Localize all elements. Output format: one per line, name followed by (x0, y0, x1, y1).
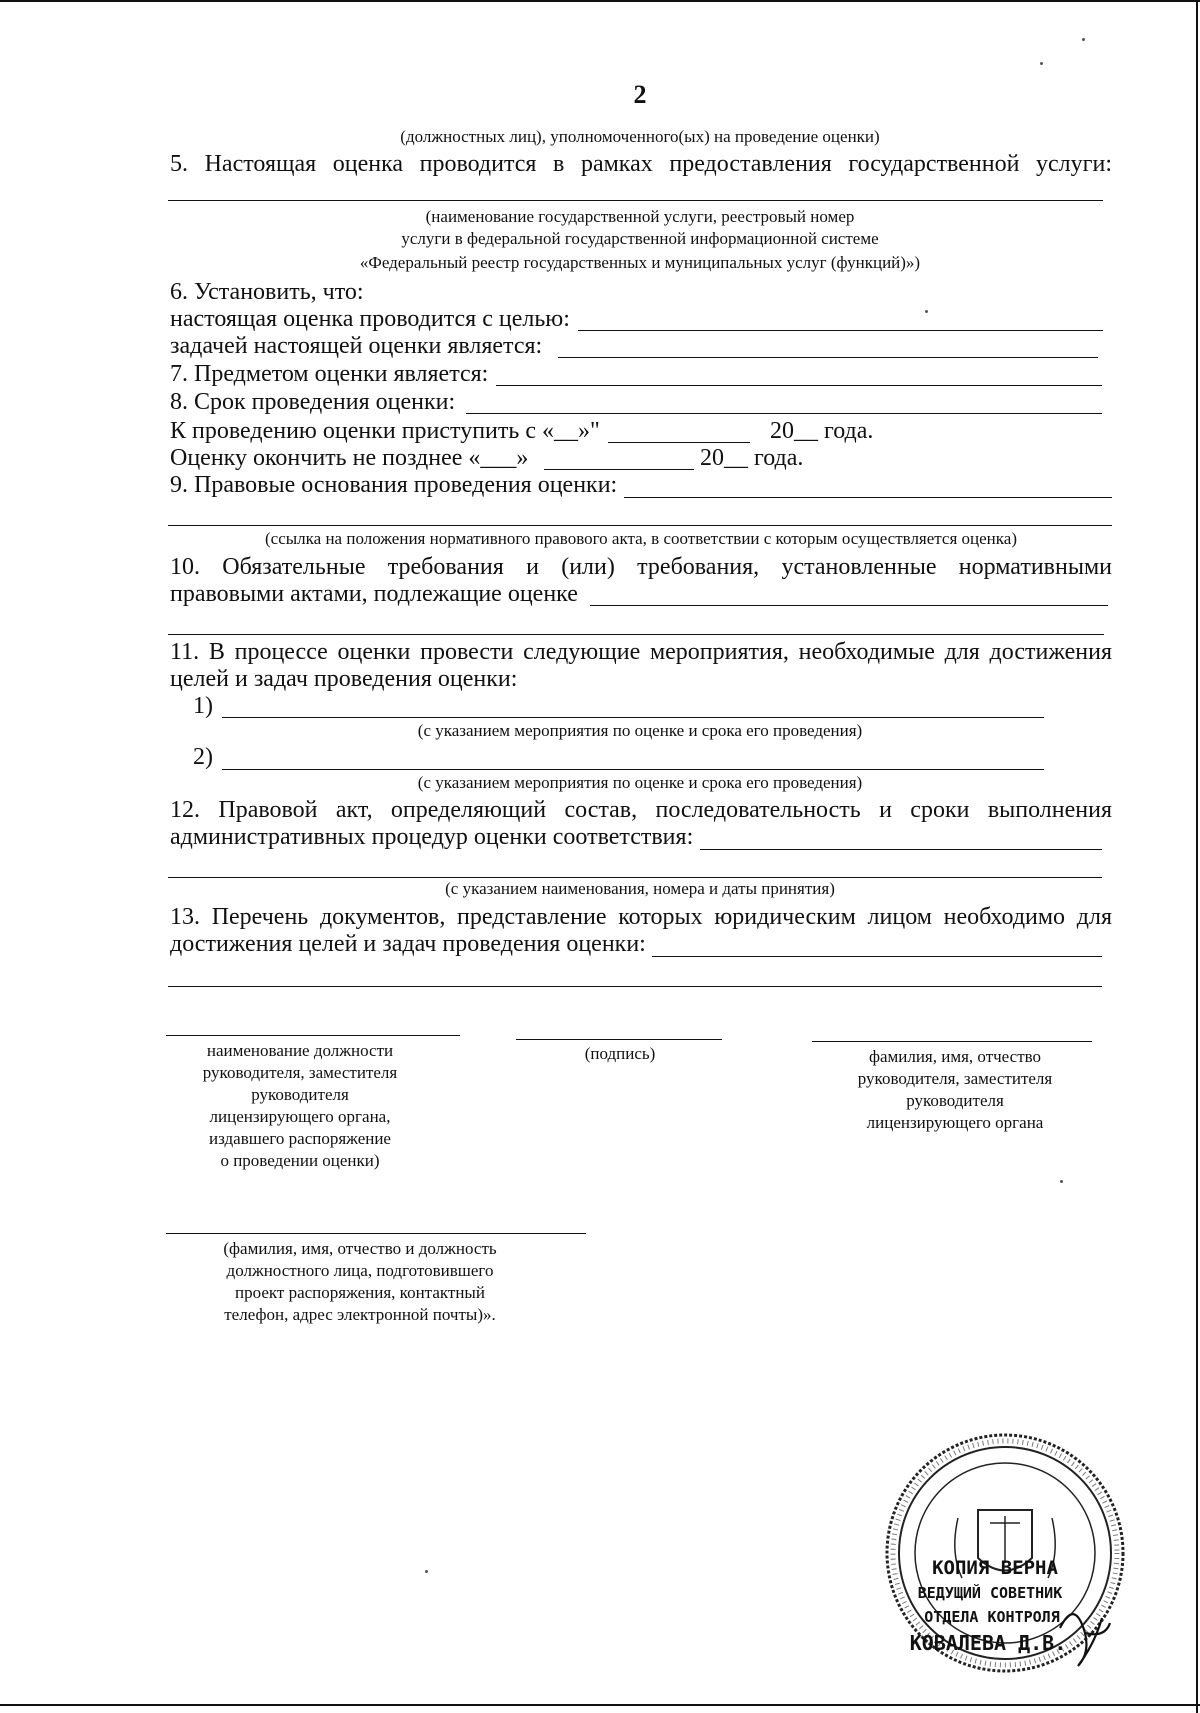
signature-position-line (166, 1035, 460, 1036)
stamp-text-1: КОПИЯ ВЕРНА (932, 1557, 1058, 1579)
official-stamp (880, 1428, 1130, 1678)
s11-item2-caption: (с указанием мероприятия по оценке и срока его проведения) (417, 773, 863, 792)
s10-underline-1 (590, 605, 1108, 606)
signature-sign-line (516, 1039, 722, 1040)
s9-caption: (ссылка на положения нормативного правового акта, в соответствии с которым осуществляется оценка) (265, 529, 1017, 548)
preparer-caption (190, 1238, 530, 1326)
s5-text: 5. Настоящая оценка проводится в рамках предоставления государственной услуги: (170, 151, 1112, 177)
signature-right-line-1: фамилия, имя, отчество (868, 1047, 1042, 1066)
s11-item1-underline (222, 717, 1044, 718)
scan-edge-top (0, 0, 1200, 2)
scan-speck (1060, 1180, 1063, 1183)
s4-caption: (должностных лиц), уполномоченного(ых) на проведение оценки) (400, 127, 880, 146)
scan-speck (925, 310, 928, 313)
s6-goal-underline (578, 330, 1103, 331)
signature-right-line-2: руководителя, заместителя (857, 1069, 1053, 1088)
s11-item2-underline (222, 769, 1044, 770)
s10-line1: 10. Обязательные требования и (или) требования, установленные нормативными (170, 554, 1112, 580)
s8-end-underline (544, 469, 694, 470)
s13-underline-2 (168, 986, 1102, 987)
stamp-text-4: КОВАЛЕВА Д.В. (909, 1631, 1067, 1655)
signature-left-line-6: о проведении оценки) (220, 1151, 380, 1170)
preparer-line-1: (фамилия, имя, отчество и должность (223, 1239, 497, 1258)
s5-caption-3: «Федеральный реестр государственных и муниципальных услуг (функций)») (359, 253, 921, 272)
preparer-line (166, 1233, 586, 1234)
scan-edge-bottom (0, 1704, 1200, 1706)
s13-line1: 13. Перечень документов, представление которых юридическим лицом необходимо для (170, 904, 1112, 930)
s8-end-b: 20__ года. (700, 445, 804, 471)
stamp-text-3: ОТДЕЛА КОНТРОЛЯ (924, 1608, 1060, 1626)
s8-start-b: 20__ года. (770, 418, 874, 444)
preparer-line-3: проект распоряжения, контактный (235, 1283, 485, 1302)
s5-caption-2: услуги в федеральной государственной информационной системе (401, 229, 879, 248)
signature-middle-caption: (подпись) (584, 1044, 656, 1063)
s11-item2-marker: 2) (193, 744, 213, 770)
signature-name-line (812, 1041, 1092, 1042)
s7-underline (496, 385, 1102, 386)
scan-speck (425, 1570, 428, 1573)
s8-title: 8. Срок проведения оценки: (170, 389, 456, 415)
s11-line1: 11. В процессе оценки провести следующие мероприятия, необходимые для достижения (170, 639, 1112, 665)
signature-left-line-4: лицензирующего органа, (209, 1107, 391, 1126)
s11-item1-caption: (с указанием мероприятия по оценке и срока его проведения) (417, 721, 863, 740)
s8-start-a: К проведению оценки приступить с «__»" (170, 418, 600, 444)
s11-item1-marker: 1) (193, 693, 213, 719)
s8-start-underline (608, 442, 750, 443)
signature-left-line-2: руководителя, заместителя (202, 1063, 398, 1082)
s13-underline-1 (652, 956, 1102, 957)
signature-right-line-4: лицензирующего органа (866, 1113, 1044, 1132)
signature-left-caption (150, 1040, 450, 1172)
s7-text: 7. Предметом оценки является: (170, 361, 489, 387)
signature-right-line-3: руководителя (906, 1091, 1004, 1110)
signature-right-caption (810, 1046, 1100, 1134)
s9-text: 9. Правовые основания проведения оценки: (170, 472, 618, 498)
s8-end-a: Оценку окончить не позднее «___» (170, 445, 529, 471)
s12-line2: административных процедур оценки соответствия: (170, 824, 694, 850)
scan-speck (1040, 62, 1043, 65)
s10-line2: правовыми актами, подлежащие оценке (170, 581, 578, 607)
s12-underline-1 (700, 849, 1102, 850)
s10-underline-2 (168, 634, 1104, 635)
scan-speck (1082, 38, 1085, 41)
preparer-line-4: телефон, адрес электронной почты)». (224, 1305, 496, 1324)
s12-caption: (с указанием наименования, номера и даты принятия) (445, 879, 835, 898)
page-number: 2 (633, 80, 647, 109)
signature-left-line-5: издавшего распоряжение (209, 1129, 391, 1148)
s9-underline-2 (168, 525, 1112, 526)
stamp-text-2: ВЕДУЩИЙ СОВЕТНИК (917, 1584, 1063, 1602)
s6-title: 6. Установить, что: (170, 279, 364, 305)
s5-caption-1: (наименование государственной услуги, реестровый номер (425, 207, 855, 226)
s6-task: задачей настоящей оценки является: (170, 333, 543, 359)
s13-line2: достижения целей и задач проведения оценки: (170, 931, 646, 957)
s12-line1: 12. Правовой акт, определяющий состав, последовательность и сроки выполнения (170, 797, 1112, 823)
signature-left-line-1: наименование должности (206, 1041, 394, 1060)
s9-underline-1 (624, 497, 1112, 498)
s5-underline (168, 200, 1103, 201)
preparer-line-2: должностного лица, подготовившего (226, 1261, 494, 1280)
s6-goal: настоящая оценка проводится с целью: (170, 306, 570, 332)
s8-underline (466, 413, 1102, 414)
scan-edge-right (1196, 0, 1198, 1713)
signature-left-line-3: руководителя (251, 1085, 349, 1104)
s6-task-underline (558, 357, 1098, 358)
s11-line2: целей и задач проведения оценки: (170, 666, 518, 692)
